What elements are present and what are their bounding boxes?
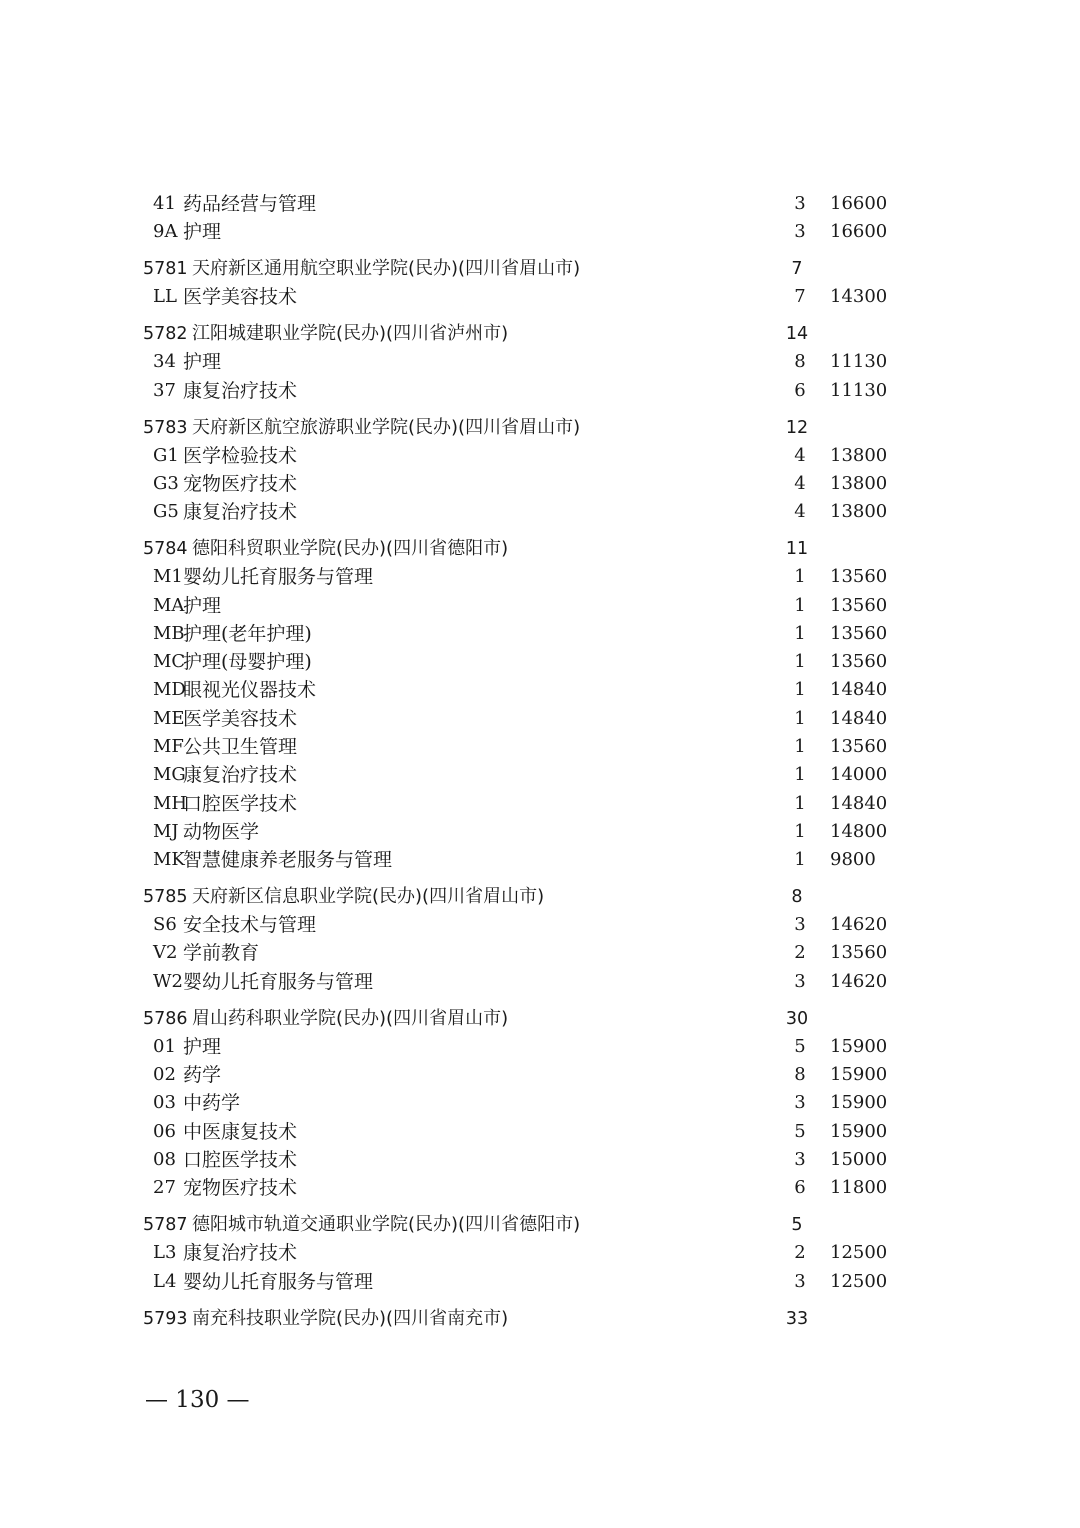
major-plan-count: 5 [794,1121,806,1142]
major-plan-count: 1 [794,623,806,644]
school-row [0,1305,1080,1333]
major-tuition-fee: 13560 [830,651,888,672]
school-plan-count: 7 [791,259,803,279]
school-row [0,414,1080,442]
school-plan-count: 33 [785,1309,809,1329]
major-tuition-fee: 15900 [830,1064,888,1085]
major-tuition-fee: 13560 [830,623,888,644]
major-name: 婴幼儿托育服务与管理 [183,1271,374,1293]
major-plan-count: 8 [794,1064,806,1085]
major-plan-count: 3 [794,914,806,935]
major-row [0,676,1080,704]
major-row [0,761,1080,789]
major-row [0,911,1080,939]
major-name: 口腔医学技术 [183,793,298,815]
major-code: MF [153,736,184,757]
major-plan-count: 1 [794,793,806,814]
major-code: G5 [153,501,179,522]
major-name: 康复治疗技术 [183,501,298,523]
major-tuition-fee: 16600 [830,221,888,242]
school-name: 德阳城市轨道交通职业学院(民办)(四川省德阳市) [192,1214,581,1235]
major-code: MA [153,595,185,616]
major-tuition-fee: 11800 [830,1177,888,1198]
major-name: 护理 [183,221,222,243]
major-name: 护理 [183,1036,222,1058]
major-tuition-fee: 13800 [830,501,888,522]
major-tuition-fee: 14620 [830,971,888,992]
major-plan-count: 1 [794,679,806,700]
major-tuition-fee: 12500 [830,1271,888,1292]
major-code: MD [153,679,186,700]
school-plan-count: 5 [791,1215,803,1235]
major-plan-count: 3 [794,1092,806,1113]
major-code: 37 [153,380,176,401]
major-code: 06 [153,1121,176,1142]
major-code: L3 [153,1242,177,1263]
major-code: W2 [153,971,183,992]
school-name: 天府新区航空旅游职业学院(民办)(四川省眉山市) [192,417,581,438]
major-row [0,283,1080,311]
major-row [0,190,1080,218]
major-code: 34 [153,351,176,372]
school-row [0,320,1080,348]
school-code: 5787 [143,1215,188,1235]
school-code: 5783 [143,418,188,438]
major-tuition-fee: 11130 [830,380,888,401]
major-row [0,348,1080,376]
major-row [0,377,1080,405]
major-row [0,1089,1080,1117]
major-tuition-fee: 13560 [830,942,888,963]
major-code: 03 [153,1092,176,1113]
major-tuition-fee: 15900 [830,1092,888,1113]
school-code: 5784 [143,539,188,559]
major-plan-count: 3 [794,1271,806,1292]
school-plan-count: 14 [785,324,809,344]
school-plan-count: 11 [785,539,809,559]
major-code: MG [153,764,186,785]
major-code: MH [153,793,188,814]
major-plan-count: 3 [794,1149,806,1170]
major-code: 9A [153,221,178,242]
major-plan-count: 1 [794,764,806,785]
school-name: 德阳科贸职业学院(民办)(四川省德阳市) [192,538,509,559]
major-code: 27 [153,1177,176,1198]
major-name: 口腔医学技术 [183,1149,298,1171]
major-plan-count: 5 [794,1036,806,1057]
major-name: 护理(老年护理) [183,623,312,645]
major-row [0,498,1080,526]
major-code: 01 [153,1036,176,1057]
major-code: S6 [153,914,177,935]
major-name: 护理 [183,595,222,617]
school-row [0,1211,1080,1239]
major-plan-count: 3 [794,221,806,242]
major-row [0,1146,1080,1174]
major-plan-count: 1 [794,708,806,729]
school-name: 南充科技职业学院(民办)(四川省南充市) [192,1308,509,1329]
major-plan-count: 1 [794,736,806,757]
major-row [0,218,1080,246]
major-row [0,939,1080,967]
major-code: 08 [153,1149,176,1170]
major-code: G1 [153,445,179,466]
school-code: 5786 [143,1009,188,1029]
major-code: MJ [153,821,179,842]
major-tuition-fee: 13560 [830,736,888,757]
major-name: 眼视光仪器技术 [183,679,317,701]
major-plan-count: 2 [794,942,806,963]
major-name: 康复治疗技术 [183,380,298,402]
major-row [0,442,1080,470]
major-name: 中药学 [183,1092,241,1114]
major-plan-count: 4 [794,473,806,494]
major-name: 药学 [183,1064,222,1086]
major-name: 婴幼儿托育服务与管理 [183,566,374,588]
major-plan-count: 4 [794,501,806,522]
major-tuition-fee: 13800 [830,445,888,466]
major-name: 康复治疗技术 [183,764,298,786]
major-tuition-fee: 13560 [830,595,888,616]
major-row [0,563,1080,591]
major-plan-count: 1 [794,651,806,672]
major-tuition-fee: 11130 [830,351,888,372]
major-tuition-fee: 14800 [830,821,888,842]
major-plan-count: 6 [794,1177,806,1198]
major-code: MC [153,651,186,672]
major-row [0,1239,1080,1267]
major-name: 宠物医疗技术 [183,1177,298,1199]
school-row [0,1005,1080,1033]
major-code: V2 [153,942,178,963]
school-code: 5785 [143,887,188,907]
school-row [0,255,1080,283]
school-name: 天府新区信息职业学院(民办)(四川省眉山市) [192,886,545,907]
major-plan-count: 8 [794,351,806,372]
major-row [0,968,1080,996]
major-code: 41 [153,193,176,214]
school-plan-count: 12 [785,418,809,438]
major-tuition-fee: 14000 [830,764,888,785]
major-row [0,705,1080,733]
major-name: 医学美容技术 [183,286,298,308]
major-row [0,648,1080,676]
major-tuition-fee: 9800 [830,849,876,870]
major-code: M1 [153,566,183,587]
school-row [0,883,1080,911]
major-plan-count: 3 [794,971,806,992]
school-code: 5781 [143,259,188,279]
major-code: LL [153,286,177,307]
school-code: 5793 [143,1309,188,1329]
school-name: 天府新区通用航空职业学院(民办)(四川省眉山市) [192,258,581,279]
major-name: 医学美容技术 [183,708,298,730]
major-row [0,1033,1080,1061]
major-tuition-fee: 16600 [830,193,888,214]
major-row [0,620,1080,648]
major-name: 婴幼儿托育服务与管理 [183,971,374,993]
major-row [0,1118,1080,1146]
major-row [0,818,1080,846]
major-row [0,1174,1080,1202]
major-code: MK [153,849,185,870]
major-plan-count: 3 [794,193,806,214]
major-tuition-fee: 15900 [830,1036,888,1057]
major-row [0,846,1080,874]
major-name: 公共卫生管理 [183,736,298,758]
major-name: 医学检验技术 [183,445,298,467]
page-number: — 130 — [145,1387,250,1413]
major-code: G3 [153,473,179,494]
school-plan-count: 30 [785,1009,809,1029]
major-code: 02 [153,1064,176,1085]
school-plan-count: 8 [791,887,803,907]
major-tuition-fee: 14840 [830,679,888,700]
major-tuition-fee: 14620 [830,914,888,935]
major-tuition-fee: 14840 [830,708,888,729]
major-plan-count: 1 [794,595,806,616]
major-row [0,1268,1080,1296]
major-tuition-fee: 14840 [830,793,888,814]
major-name: 安全技术与管理 [183,914,317,936]
major-tuition-fee: 12500 [830,1242,888,1263]
major-name: 护理 [183,351,222,373]
major-row [0,592,1080,620]
major-row [0,470,1080,498]
major-name: 动物医学 [183,821,260,843]
major-tuition-fee: 15000 [830,1149,888,1170]
major-row [0,790,1080,818]
major-tuition-fee: 14300 [830,286,888,307]
major-plan-count: 1 [794,566,806,587]
major-name: 学前教育 [183,942,260,964]
major-name: 智慧健康养老服务与管理 [183,849,393,871]
major-code: ME [153,708,185,729]
major-tuition-fee: 15900 [830,1121,888,1142]
major-name: 药品经营与管理 [183,193,317,215]
school-row [0,535,1080,563]
major-code: MB [153,623,185,644]
major-name: 宠物医疗技术 [183,473,298,495]
major-plan-count: 2 [794,1242,806,1263]
major-tuition-fee: 13560 [830,566,888,587]
major-name: 中医康复技术 [183,1121,298,1143]
major-plan-count: 1 [794,821,806,842]
school-name: 眉山药科职业学院(民办)(四川省眉山市) [192,1008,509,1029]
major-row [0,733,1080,761]
major-plan-count: 7 [794,286,806,307]
major-name: 护理(母婴护理) [183,651,312,673]
major-name: 康复治疗技术 [183,1242,298,1264]
major-row [0,1061,1080,1089]
major-tuition-fee: 13800 [830,473,888,494]
major-plan-count: 1 [794,849,806,870]
major-plan-count: 4 [794,445,806,466]
major-plan-count: 6 [794,380,806,401]
school-code: 5782 [143,324,188,344]
school-name: 江阳城建职业学院(民办)(四川省泸州市) [192,323,509,344]
major-code: L4 [153,1271,177,1292]
